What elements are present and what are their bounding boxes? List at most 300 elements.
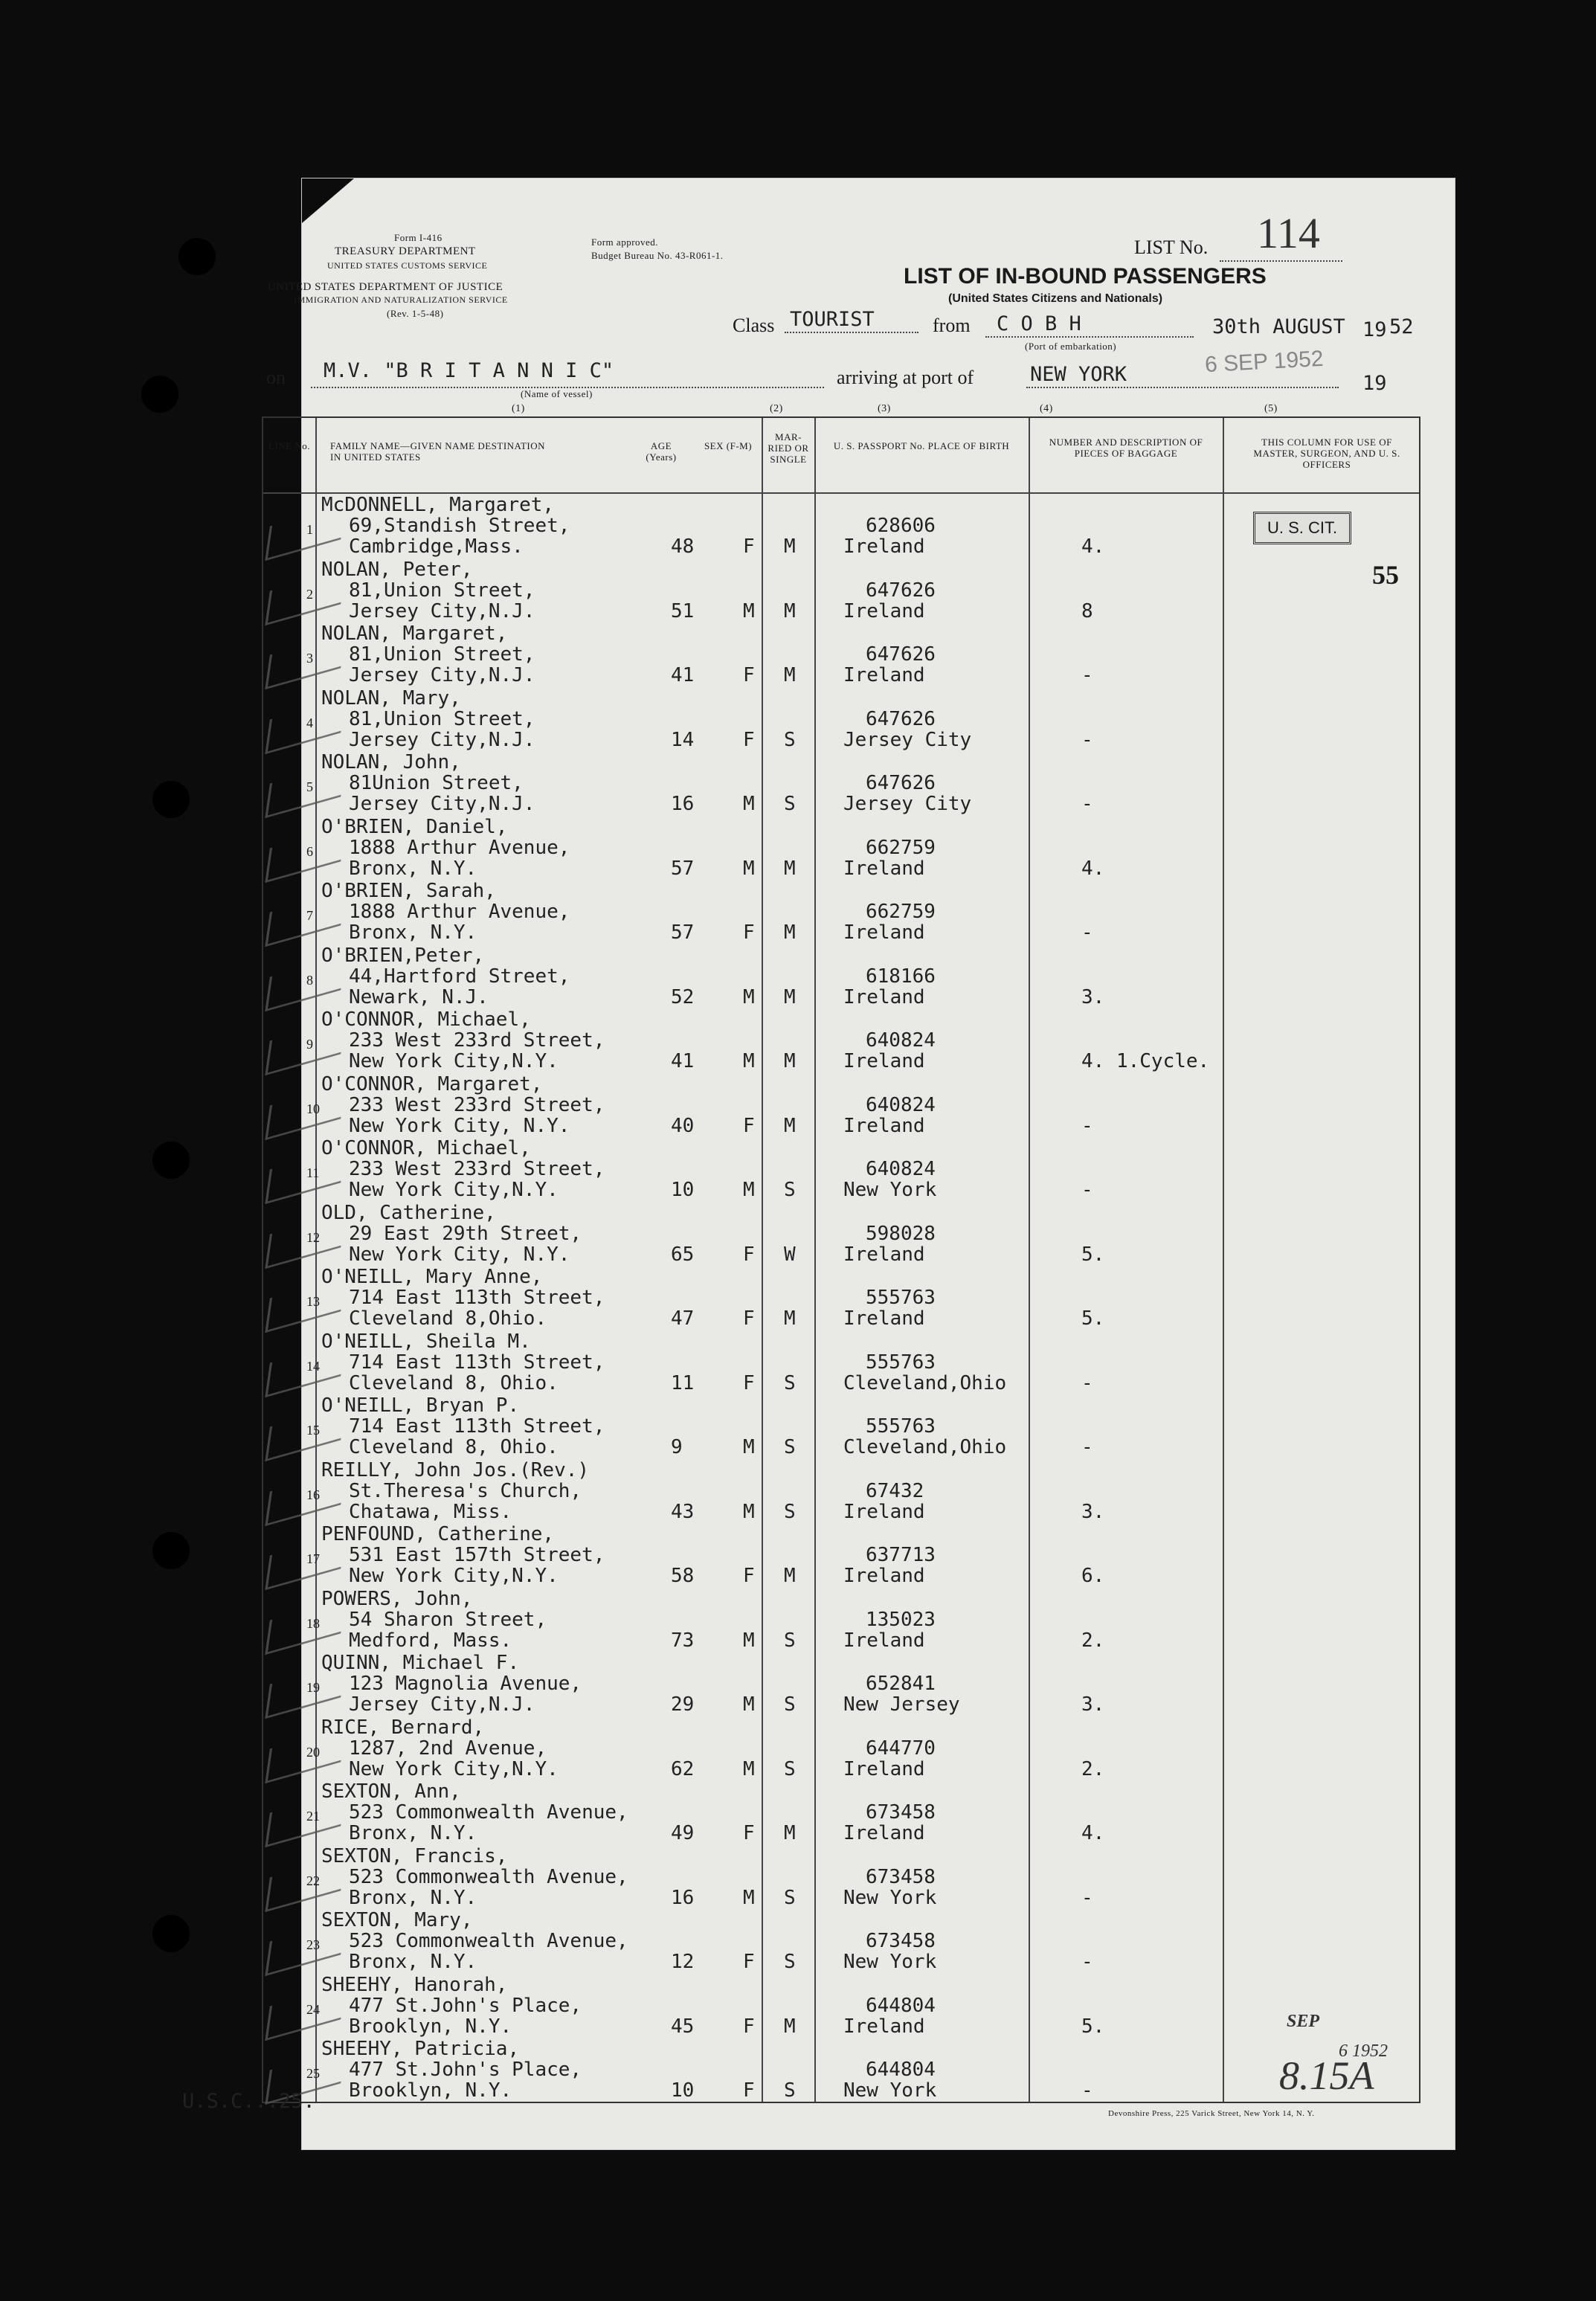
sex: M bbox=[743, 1693, 755, 1716]
passport-number: 647626 bbox=[866, 643, 936, 666]
age: 52 bbox=[671, 985, 695, 1008]
baggage: 8 bbox=[1081, 599, 1093, 622]
us-citizen-stamp: U. S. CIT. bbox=[1253, 512, 1351, 544]
printer-imprint: Devonshire Press, 225 Varick Street, New York 14, N. Y. bbox=[1108, 2109, 1315, 2118]
address-line-1: 233 West 233rd Street, bbox=[349, 1029, 605, 1052]
line-number: 17 bbox=[306, 1551, 320, 1566]
arriving-label: arriving at port of bbox=[837, 367, 974, 388]
header-line-no: LINE No. bbox=[268, 440, 310, 451]
place-of-birth: Ireland bbox=[843, 1050, 925, 1072]
baggage: 3. bbox=[1081, 1500, 1105, 1523]
sex: M bbox=[743, 857, 755, 880]
passport-number: 640824 bbox=[866, 1158, 936, 1180]
line-number: 19 bbox=[306, 1680, 320, 1695]
baggage: - bbox=[1081, 1951, 1093, 1973]
passenger-name: O'CONNOR, Michael, bbox=[321, 1008, 531, 1031]
line-number: 9 bbox=[306, 1037, 313, 1052]
baggage: 4. bbox=[1081, 857, 1105, 880]
line-number: 12 bbox=[306, 1229, 320, 1245]
address-line-1: 81Union Street, bbox=[349, 772, 524, 794]
check-mark-icon bbox=[265, 505, 345, 561]
table-row bbox=[263, 1072, 1419, 1136]
age: 11 bbox=[671, 1371, 695, 1394]
baggage: - bbox=[1081, 2079, 1093, 2102]
passport-number: 640824 bbox=[866, 1093, 936, 1116]
line-number: 13 bbox=[306, 1294, 320, 1309]
treasury-label: TREASURY DEPARTMENT bbox=[335, 245, 476, 257]
marital-status: M bbox=[784, 664, 796, 686]
line-number: 1 bbox=[306, 522, 313, 537]
check-mark-icon bbox=[265, 1856, 345, 1911]
passenger-name: O'NEILL, Sheila M. bbox=[321, 1330, 531, 1353]
arrival-port: NEW YORK bbox=[1030, 363, 1127, 386]
address-line-2: Newark, N.J. bbox=[349, 985, 489, 1008]
marital-status: M bbox=[784, 857, 796, 880]
baggage: 2. bbox=[1081, 1757, 1105, 1780]
age: 16 bbox=[671, 793, 695, 815]
place-of-birth: Ireland bbox=[843, 1629, 925, 1652]
baggage: 2. bbox=[1081, 1629, 1105, 1652]
sex: F bbox=[743, 664, 755, 686]
line-number: 11 bbox=[306, 1165, 320, 1180]
marital-status: M bbox=[784, 2015, 796, 2038]
address-line-1: 531 East 157th Street, bbox=[349, 1544, 605, 1566]
form-title: LIST OF IN-BOUND PASSENGERS bbox=[904, 264, 1267, 289]
table-row bbox=[263, 686, 1419, 750]
baggage: 4. bbox=[1081, 1822, 1105, 1844]
marital-status: S bbox=[784, 1886, 796, 1909]
marital-status: S bbox=[784, 1436, 796, 1458]
baggage: - bbox=[1081, 1114, 1093, 1137]
footer-usc-count: U.S.C...25. bbox=[182, 2090, 315, 2113]
marital-status: M bbox=[784, 1114, 796, 1137]
handwritten-sep: SEP bbox=[1287, 2012, 1320, 2031]
baggage: 4. 1.Cycle. bbox=[1081, 1050, 1210, 1072]
marital-status: S bbox=[784, 728, 796, 751]
age: 40 bbox=[671, 1114, 695, 1137]
header-name: FAMILY NAME—GIVEN NAME DESTINATION IN UNITED STATES bbox=[330, 440, 546, 463]
col-num: (4) bbox=[1040, 403, 1053, 414]
header-married: MAR- RIED OR SINGLE bbox=[768, 431, 809, 465]
port-line bbox=[1026, 387, 1339, 388]
table-row bbox=[263, 1779, 1419, 1843]
marital-status: S bbox=[784, 1693, 796, 1716]
embark-note: (Port of embarkation) bbox=[1025, 341, 1117, 352]
address-line-2: Jersey City,N.J. bbox=[349, 664, 535, 686]
sex: F bbox=[743, 1822, 755, 1844]
baggage: - bbox=[1081, 664, 1093, 686]
check-mark-icon bbox=[265, 1148, 345, 1204]
place-of-birth: New York bbox=[843, 1951, 937, 1973]
address-line-1: 233 West 233rd Street, bbox=[349, 1158, 605, 1180]
table-row bbox=[263, 1908, 1419, 1972]
baggage: 3. bbox=[1081, 1693, 1105, 1716]
baggage: 3. bbox=[1081, 985, 1105, 1008]
passport-number: 647626 bbox=[866, 772, 936, 794]
line-number: 2 bbox=[306, 586, 313, 602]
age: 65 bbox=[671, 1243, 695, 1266]
address-line-1: 69,Standish Street, bbox=[349, 515, 570, 537]
on-label: on bbox=[266, 367, 286, 388]
passenger-name: SEXTON, Ann, bbox=[321, 1780, 461, 1803]
place-of-birth: Ireland bbox=[843, 664, 925, 686]
place-of-birth: Jersey City bbox=[843, 728, 972, 751]
marital-status: M bbox=[784, 599, 796, 622]
check-mark-icon bbox=[265, 1984, 345, 2040]
arrival-date: 30th AUGUST bbox=[1212, 315, 1345, 338]
address-line-2: Bronx, N.Y. bbox=[349, 1951, 477, 1973]
passenger-name: O'BRIEN,Peter, bbox=[321, 944, 485, 967]
address-line-1: 523 Commonwealth Avenue, bbox=[349, 1930, 628, 1952]
age: 57 bbox=[671, 921, 695, 944]
age: 41 bbox=[671, 1050, 695, 1072]
passenger-name: OLD, Catherine, bbox=[321, 1201, 496, 1224]
address-line-1: 81,Union Street, bbox=[349, 707, 535, 730]
table-row bbox=[263, 1136, 1419, 1200]
form-number: Form I-416 bbox=[394, 232, 443, 243]
line-number: 18 bbox=[306, 1615, 320, 1631]
passenger-name: RICE, Bernard, bbox=[321, 1716, 485, 1739]
marital-status: S bbox=[784, 1951, 796, 1973]
passport-number: 652841 bbox=[866, 1673, 936, 1695]
sex: F bbox=[743, 1243, 755, 1266]
passport-number: 647626 bbox=[866, 707, 936, 730]
sex: M bbox=[743, 1757, 755, 1780]
sex: M bbox=[743, 1179, 755, 1201]
check-mark-icon bbox=[265, 1792, 345, 1847]
baggage: 6. bbox=[1081, 1565, 1105, 1587]
place-of-birth: Cleveland,Ohio bbox=[843, 1371, 1007, 1394]
sex: M bbox=[743, 793, 755, 815]
marital-status: S bbox=[784, 1500, 796, 1523]
check-mark-icon bbox=[265, 698, 345, 753]
sex: M bbox=[743, 1886, 755, 1909]
arrival-date-stamp: 6 SEP 1952 bbox=[1204, 346, 1325, 378]
check-mark-icon bbox=[265, 1727, 345, 1783]
address-line-1: 1287, 2nd Avenue, bbox=[349, 1737, 547, 1760]
address-line-2: New York City,N.Y. bbox=[349, 1050, 559, 1072]
table-row bbox=[263, 1007, 1419, 1071]
address-line-2: New York City,N.Y. bbox=[349, 1565, 559, 1587]
passenger-table bbox=[262, 416, 1420, 2103]
check-mark-icon bbox=[265, 1020, 345, 1075]
age: 12 bbox=[671, 1951, 695, 1973]
passenger-name: QUINN, Michael F. bbox=[321, 1652, 520, 1674]
line-number: 22 bbox=[306, 1873, 320, 1888]
baggage: - bbox=[1081, 728, 1093, 751]
check-mark-icon bbox=[265, 762, 345, 818]
rev-label: (Rev. 1-5-48) bbox=[387, 308, 444, 319]
form-subtitle: (United States Citizens and Nationals) bbox=[948, 292, 1163, 305]
list-no-line bbox=[1220, 260, 1342, 262]
table-row bbox=[263, 1458, 1419, 1522]
passenger-name: NOLAN, Margaret, bbox=[321, 622, 508, 645]
passport-number: 644770 bbox=[866, 1737, 936, 1760]
passenger-name: SHEEHY, Hanorah, bbox=[321, 1973, 508, 1996]
place-of-birth: New York bbox=[843, 1179, 937, 1201]
age: 47 bbox=[671, 1307, 695, 1330]
passenger-name: POWERS, John, bbox=[321, 1587, 473, 1610]
marital-status: S bbox=[784, 793, 796, 815]
sex: M bbox=[743, 1050, 755, 1072]
place-of-birth: Ireland bbox=[843, 1307, 925, 1330]
baggage: - bbox=[1081, 921, 1093, 944]
check-mark-icon bbox=[265, 1341, 345, 1397]
table-row bbox=[263, 1650, 1419, 1714]
place-of-birth: Ireland bbox=[843, 1822, 925, 1844]
list-number: 114 bbox=[1257, 209, 1320, 257]
sex: F bbox=[743, 2015, 755, 2038]
address-line-1: 123 Magnolia Avenue, bbox=[349, 1673, 582, 1695]
age: 41 bbox=[671, 664, 695, 686]
ins-label: IMMIGRATION AND NATURALIZATION SERVICE bbox=[294, 295, 508, 305]
age: 48 bbox=[671, 535, 695, 558]
table-row bbox=[263, 878, 1419, 942]
check-mark-icon bbox=[265, 1406, 345, 1461]
table-row bbox=[263, 814, 1419, 878]
passenger-name: O'BRIEN, Daniel, bbox=[321, 815, 508, 838]
marital-status: S bbox=[784, 2079, 796, 2102]
age: 57 bbox=[671, 857, 695, 880]
address-line-2: Jersey City,N.J. bbox=[349, 1693, 535, 1716]
sex: F bbox=[743, 1371, 755, 1394]
baggage: 4. bbox=[1081, 535, 1105, 558]
address-line-1: 477 St.John's Place, bbox=[349, 2059, 582, 2081]
sex: M bbox=[743, 1436, 755, 1458]
table-row bbox=[263, 1393, 1419, 1457]
line-number: 10 bbox=[306, 1101, 320, 1116]
address-line-2: Jersey City,N.J. bbox=[349, 599, 535, 622]
age: 29 bbox=[671, 1693, 695, 1716]
address-line-1: 29 East 29th Street, bbox=[349, 1222, 582, 1245]
check-mark-icon bbox=[265, 1920, 345, 1976]
year-prefix: 19 bbox=[1362, 318, 1387, 341]
age: 14 bbox=[671, 728, 695, 751]
marital-status: M bbox=[784, 985, 796, 1008]
class-value: TOURIST bbox=[790, 308, 875, 331]
marital-status: S bbox=[784, 1757, 796, 1780]
place-of-birth: Cleveland,Ohio bbox=[843, 1436, 1007, 1458]
address-line-2: Brooklyn, N.Y. bbox=[349, 2015, 512, 2038]
table-row bbox=[263, 1522, 1419, 1586]
place-of-birth: Ireland bbox=[843, 857, 925, 880]
passenger-name: McDONNELL, Margaret, bbox=[321, 494, 555, 516]
marital-status: M bbox=[784, 1565, 796, 1587]
age: 62 bbox=[671, 1757, 695, 1780]
place-of-birth: Ireland bbox=[843, 921, 925, 944]
table-row bbox=[263, 1264, 1419, 1328]
vessel-note: (Name of vessel) bbox=[521, 388, 593, 399]
address-line-1: 714 East 113th Street, bbox=[349, 1287, 605, 1309]
address-line-2: Chatawa, Miss. bbox=[349, 1500, 512, 1523]
age: 10 bbox=[671, 2079, 695, 2102]
from-line bbox=[985, 336, 1194, 338]
marital-status: W bbox=[784, 1243, 796, 1266]
place-of-birth: Ireland bbox=[843, 1757, 925, 1780]
passport-number: 673458 bbox=[866, 1801, 936, 1824]
age: 16 bbox=[671, 1886, 695, 1909]
line-number: 4 bbox=[306, 715, 313, 730]
embark-port: C O B H bbox=[997, 312, 1081, 335]
passenger-name: O'NEILL, Mary Anne, bbox=[321, 1266, 543, 1288]
passport-number: 628606 bbox=[866, 515, 936, 537]
sex: F bbox=[743, 1114, 755, 1137]
passenger-name: O'BRIEN, Sarah, bbox=[321, 880, 496, 902]
baggage: 5. bbox=[1081, 1307, 1105, 1330]
passport-number: 647626 bbox=[866, 579, 936, 602]
line-number: 5 bbox=[306, 779, 313, 794]
table-row bbox=[263, 1972, 1419, 2036]
torn-corner bbox=[302, 178, 354, 223]
line-number: 16 bbox=[306, 1487, 320, 1502]
address-line-1: 1888 Arthur Avenue, bbox=[349, 836, 570, 859]
passport-number: 673458 bbox=[866, 1930, 936, 1952]
justice-label: UNITED STATES DEPARTMENT OF JUSTICE bbox=[268, 281, 503, 293]
marital-status: S bbox=[784, 1179, 796, 1201]
age: 58 bbox=[671, 1565, 695, 1587]
address-line-1: 714 East 113th Street, bbox=[349, 1351, 605, 1374]
address-line-2: Bronx, N.Y. bbox=[349, 921, 477, 944]
check-mark-icon bbox=[265, 1084, 345, 1139]
sex: F bbox=[743, 1565, 755, 1587]
passenger-name: O'CONNOR, Margaret, bbox=[321, 1072, 543, 1095]
table-row bbox=[263, 2036, 1419, 2100]
check-mark-icon bbox=[265, 1212, 345, 1268]
table-row bbox=[263, 1586, 1419, 1650]
class-line bbox=[785, 332, 918, 333]
punch-hole bbox=[152, 1915, 190, 1952]
baggage: - bbox=[1081, 793, 1093, 815]
address-line-1: 54 Sharon Street, bbox=[349, 1608, 547, 1631]
passenger-name: NOLAN, Peter, bbox=[321, 558, 473, 581]
baggage: - bbox=[1081, 1371, 1093, 1394]
check-mark-icon bbox=[265, 1534, 345, 1590]
check-mark-icon bbox=[265, 634, 345, 689]
line-number: 7 bbox=[306, 908, 313, 923]
col-num: (5) bbox=[1264, 403, 1278, 414]
sex: F bbox=[743, 1307, 755, 1330]
passport-number: 644804 bbox=[866, 1994, 936, 2017]
header-sex: SEX (F-M) bbox=[704, 440, 753, 451]
address-line-2: New York City,N.Y. bbox=[349, 1757, 559, 1780]
address-line-2: New York City,N.Y. bbox=[349, 1179, 559, 1201]
address-line-2: New York City, N.Y. bbox=[349, 1114, 570, 1137]
passport-number: 618166 bbox=[866, 965, 936, 988]
baggage: - bbox=[1081, 1436, 1093, 1458]
place-of-birth: Ireland bbox=[843, 1243, 925, 1266]
address-line-1: 714 East 113th Street, bbox=[349, 1415, 605, 1438]
passport-number: 640824 bbox=[866, 1029, 936, 1052]
line-number: 8 bbox=[306, 972, 313, 988]
place-of-birth: Ireland bbox=[843, 2015, 925, 2038]
place-of-birth: Ireland bbox=[843, 599, 925, 622]
passport-number: 598028 bbox=[866, 1222, 936, 1245]
punch-hole bbox=[152, 781, 190, 818]
address-line-1: 44,Hartford Street, bbox=[349, 965, 570, 988]
col-num: (2) bbox=[770, 403, 783, 414]
passport-number: 67432 bbox=[866, 1479, 924, 1502]
line-number: 24 bbox=[306, 2001, 320, 2017]
sex: M bbox=[743, 985, 755, 1008]
line-number: 25 bbox=[306, 2066, 320, 2081]
address-line-2: Jersey City,N.J. bbox=[349, 793, 535, 815]
col-num: (1) bbox=[512, 403, 525, 414]
passenger-name: O'NEILL, Bryan P. bbox=[321, 1394, 520, 1417]
passenger-name: PENFOUND, Catherine, bbox=[321, 1523, 555, 1545]
age: 9 bbox=[671, 1436, 683, 1458]
passport-number: 637713 bbox=[866, 1544, 936, 1566]
address-line-1: St.Theresa's Church, bbox=[349, 1479, 582, 1502]
table-row bbox=[263, 943, 1419, 1007]
marital-status: M bbox=[784, 1050, 796, 1072]
address-line-2: Bronx, N.Y. bbox=[349, 857, 477, 880]
address-line-2: Bronx, N.Y. bbox=[349, 1822, 477, 1844]
passport-number: 555763 bbox=[866, 1351, 936, 1374]
passenger-name: SHEEHY, Patricia, bbox=[321, 2038, 520, 2060]
age: 10 bbox=[671, 1179, 695, 1201]
check-mark-icon bbox=[265, 569, 345, 625]
age: 49 bbox=[671, 1822, 695, 1844]
passport-number: 555763 bbox=[866, 1415, 936, 1438]
baggage: - bbox=[1081, 1886, 1093, 1909]
place-of-birth: Ireland bbox=[843, 535, 925, 558]
place-of-birth: Ireland bbox=[843, 985, 925, 1008]
passenger-name: SEXTON, Mary, bbox=[321, 1909, 473, 1931]
age: 51 bbox=[671, 599, 695, 622]
passport-number: 673458 bbox=[866, 1865, 936, 1888]
place-of-birth: Ireland bbox=[843, 1114, 925, 1137]
age: 43 bbox=[671, 1500, 695, 1523]
marital-status: M bbox=[784, 921, 796, 944]
address-line-1: 1888 Arthur Avenue, bbox=[349, 901, 570, 923]
check-mark-icon bbox=[265, 1598, 345, 1654]
passenger-name: SEXTON, Francis, bbox=[321, 1844, 508, 1867]
sex: M bbox=[743, 599, 755, 622]
arrival-year-prefix: 19 bbox=[1362, 372, 1387, 395]
table-row bbox=[263, 1329, 1419, 1393]
page-number: 55 bbox=[1372, 560, 1399, 590]
line-number: 14 bbox=[306, 1358, 320, 1374]
sex: F bbox=[743, 2079, 755, 2102]
passenger-name: NOLAN, John, bbox=[321, 751, 461, 773]
handwritten-note: 8.15A bbox=[1279, 2053, 1374, 2098]
check-mark-icon bbox=[265, 891, 345, 947]
sex: F bbox=[743, 535, 755, 558]
address-line-1: 81,Union Street, bbox=[349, 579, 535, 602]
place-of-birth: New York bbox=[843, 1886, 937, 1909]
passenger-name: O'CONNOR, Michael, bbox=[321, 1137, 531, 1159]
passenger-name: REILLY, John Jos.(Rev.) bbox=[321, 1458, 590, 1481]
address-line-1: 233 West 233rd Street, bbox=[349, 1093, 605, 1116]
age: 45 bbox=[671, 2015, 695, 2038]
baggage: - bbox=[1081, 1179, 1093, 1201]
passport-number: 135023 bbox=[866, 1608, 936, 1631]
passport-number: 662759 bbox=[866, 836, 936, 859]
handwritten-date: 6 1952 bbox=[1339, 2041, 1388, 2061]
line-number: 23 bbox=[306, 1937, 320, 1952]
budget-bureau: Budget Bureau No. 43-R061-1. bbox=[591, 250, 724, 261]
line-number: 6 bbox=[306, 843, 313, 859]
address-line-2: Brooklyn, N.Y. bbox=[349, 2079, 512, 2102]
marital-status: M bbox=[784, 1307, 796, 1330]
address-line-2: Jersey City,N.J. bbox=[349, 728, 535, 751]
place-of-birth: New York bbox=[843, 2079, 937, 2102]
list-no-label: LIST No. bbox=[1134, 236, 1209, 258]
marital-status: S bbox=[784, 1629, 796, 1652]
header-passport: U. S. PASSPORT No. PLACE OF BIRTH bbox=[833, 440, 1010, 451]
col-num: (3) bbox=[878, 403, 891, 414]
check-mark-icon bbox=[265, 1277, 345, 1333]
